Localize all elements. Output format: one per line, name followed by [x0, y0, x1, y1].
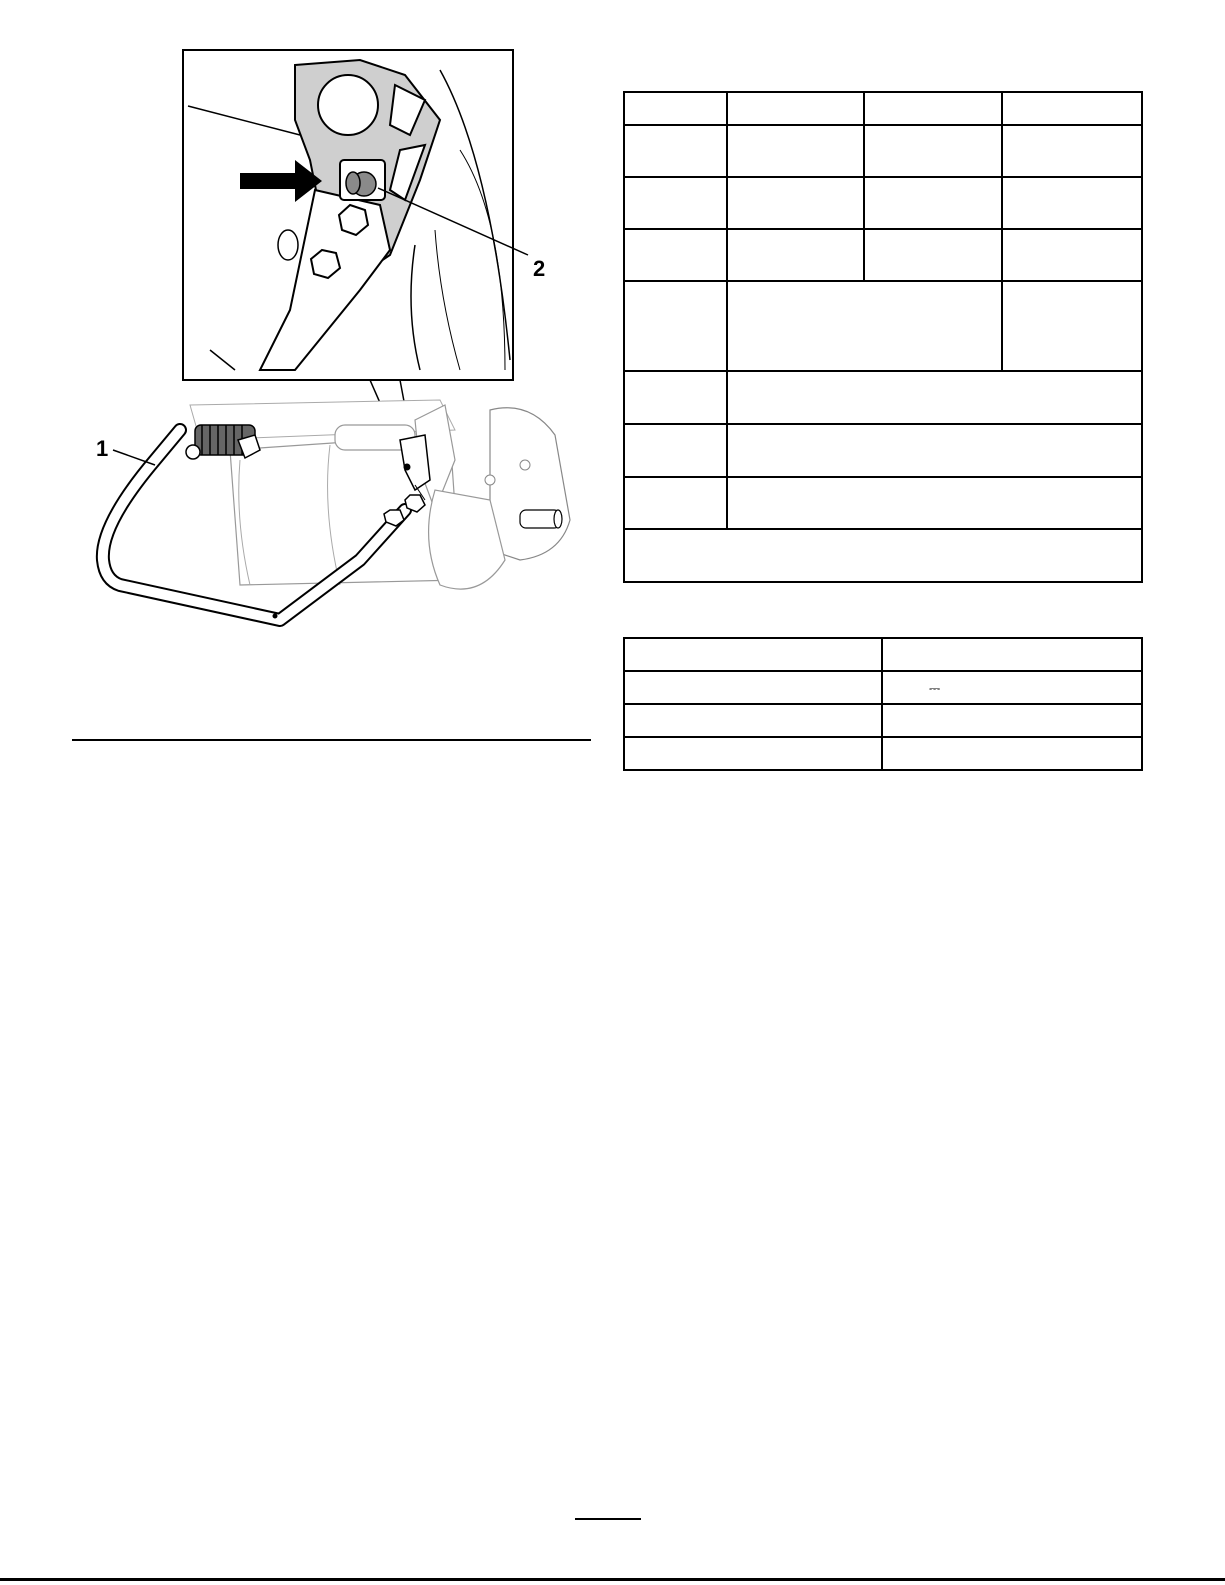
- table-row: [624, 638, 1142, 671]
- table-cell: [727, 371, 1142, 424]
- table-cell: [624, 177, 727, 229]
- table-cell: [624, 477, 727, 529]
- table-row: [624, 371, 1142, 424]
- table-row: [624, 281, 1142, 371]
- footer-bar: [0, 1578, 1225, 1581]
- table-cell: [624, 92, 727, 125]
- dc-current-symbol-icon: ⎓: [929, 680, 941, 697]
- figure-illustration: [60, 40, 600, 640]
- table-row: [624, 125, 1142, 177]
- table-row: [624, 671, 1142, 704]
- electrical-table: [623, 637, 1143, 771]
- table-cell: [727, 229, 864, 281]
- table-cell: [864, 177, 1002, 229]
- table-cell: [1002, 229, 1142, 281]
- table-cell: [624, 638, 882, 671]
- callout-2-label: 2: [533, 256, 546, 281]
- table-cell: [727, 424, 1142, 477]
- table-cell: [864, 229, 1002, 281]
- table-row: [624, 177, 1142, 229]
- table-row: [624, 424, 1142, 477]
- table-row: [624, 477, 1142, 529]
- reel-assembly: [103, 400, 570, 620]
- table-cell: [1002, 281, 1142, 371]
- spring: [186, 425, 260, 459]
- table-row: [624, 737, 1142, 770]
- table-cell: [882, 704, 1142, 737]
- table-cell: [624, 229, 727, 281]
- table-row: [624, 704, 1142, 737]
- table-cell: [624, 371, 727, 424]
- section-divider: [72, 739, 591, 741]
- page-number-rule: [575, 1518, 641, 1520]
- specifications-table: [623, 91, 1143, 583]
- table-cell: [1002, 125, 1142, 177]
- table-cell: [864, 92, 1002, 125]
- table-cell: [882, 737, 1142, 770]
- table-cell: [727, 477, 1142, 529]
- table-cell: [624, 704, 882, 737]
- table-row: [624, 529, 1142, 582]
- table-row: [624, 92, 1142, 125]
- table-cell: [624, 424, 727, 477]
- table-cell: [1002, 92, 1142, 125]
- detail-inset: [183, 50, 528, 380]
- table-cell: [624, 125, 727, 177]
- callout-2: [533, 256, 545, 281]
- table-cell: [864, 125, 1002, 177]
- table-cell: [727, 92, 864, 125]
- table-cell: [624, 281, 727, 371]
- table-cell: [882, 671, 1142, 704]
- table-cell: [624, 737, 882, 770]
- table-cell: [624, 529, 1142, 582]
- table-cell: [727, 177, 864, 229]
- table-cell: [882, 638, 1142, 671]
- callout-1-label: 1: [96, 436, 109, 461]
- table-cell: [727, 281, 1002, 371]
- table-row: [624, 229, 1142, 281]
- table-cell: [1002, 177, 1142, 229]
- table-cell: [727, 125, 864, 177]
- table-cell: [624, 671, 882, 704]
